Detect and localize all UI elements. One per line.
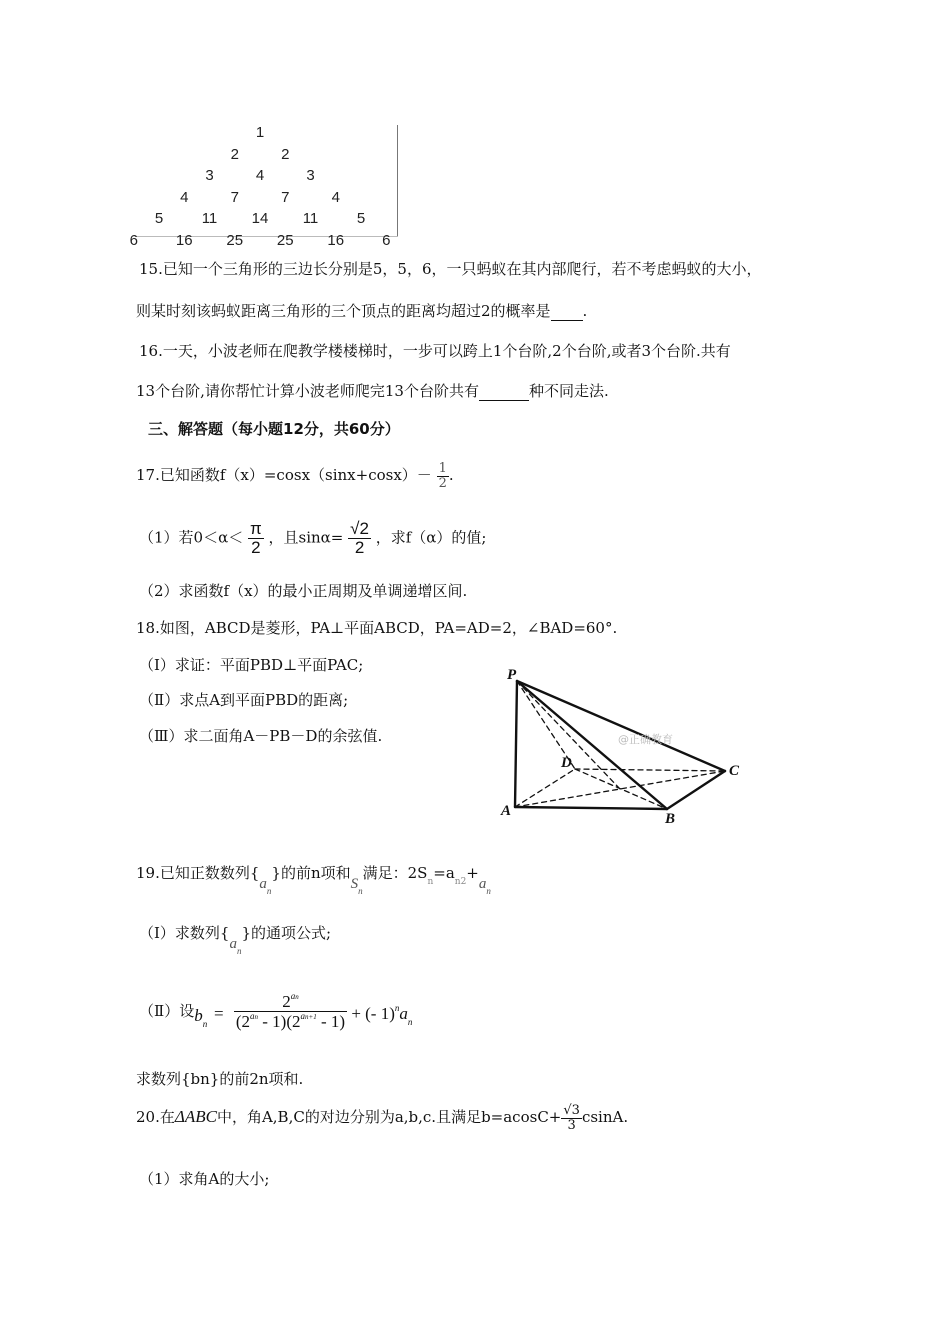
question-15-line1: 15.已知一个三角形的三边长分别是5，5，6，一只蚂蚁在其内部爬行，若不考虑蚂蚁的大小， xyxy=(139,260,762,278)
question-16-line2 xyxy=(136,380,609,401)
question-18-part3: （Ⅲ）求二面角A－PB－D的余弦值. xyxy=(139,727,383,745)
q19-sn-sub: n xyxy=(358,886,363,896)
q19-den-exp1-a: a xyxy=(250,1010,255,1021)
triangle-number: 11 xyxy=(201,210,218,227)
q19-p1-an-sub: n xyxy=(236,946,242,956)
q17-stem-end: . xyxy=(448,466,454,485)
question-16-line1: 16.一天，小波老师在爬教学楼楼梯时，一步可以跨上1个台阶,2个台阶,或者3个台阶.共有 xyxy=(139,342,731,360)
q19-bn-fraction xyxy=(234,992,347,1031)
label-b: B xyxy=(665,811,676,825)
q19-frac-den xyxy=(234,1012,347,1031)
q19-an-sub: n xyxy=(266,886,272,896)
triangle-number: 6 xyxy=(382,231,391,249)
q19-an xyxy=(259,876,272,896)
answer-blank-15 xyxy=(551,302,583,321)
triangle-number: 16 xyxy=(175,231,193,249)
q19-tail-an: a xyxy=(399,1004,408,1024)
question-20-part1: （1）求角A的大小; xyxy=(139,1170,270,1188)
q19-stem-a: 19.已知正数数列{ xyxy=(136,864,260,882)
triangle-number: 2 xyxy=(281,145,290,163)
question-16-end: 种不同走法. xyxy=(528,382,609,400)
q20-stem-a: 20.在 xyxy=(136,1108,175,1127)
label-p: P xyxy=(507,667,517,683)
q19-den-exp2 xyxy=(301,1011,317,1021)
q20-sqrt3: √3 xyxy=(563,1103,580,1118)
q19-sq: 2 xyxy=(460,877,467,887)
q17-pi-over-2 xyxy=(248,520,264,557)
diag-bd xyxy=(575,769,667,809)
label-a: A xyxy=(501,803,512,819)
triangle-number: 7 xyxy=(230,188,239,206)
edge-pc xyxy=(517,681,725,771)
q17-pi-den: 2 xyxy=(251,537,261,557)
triangle-number: 6 xyxy=(129,231,138,249)
q19-sub-n: n xyxy=(427,877,434,887)
q20-triangle: ΔABC xyxy=(174,1107,217,1127)
q17-p1-c: ，求f（α）的值; xyxy=(375,528,487,547)
q19-den-b: - 1)(2 xyxy=(258,1011,301,1031)
q19-sn-letter: S xyxy=(350,876,359,892)
q19-an2-letter: a xyxy=(478,876,487,892)
question-20-stem xyxy=(136,1104,628,1132)
q20-three: 3 xyxy=(567,1117,576,1133)
triangle-number: 16 xyxy=(327,231,345,249)
q19-p1-an-letter: a xyxy=(229,936,237,952)
question-19-part1 xyxy=(139,922,332,956)
q19-bn xyxy=(194,1006,208,1029)
triangle-number: 4 xyxy=(180,188,189,206)
question-18-stem: 18.如图，ABCD是菱形，PA⊥平面ABCD，PA=AD=2，∠BAD=60°. xyxy=(136,619,618,637)
triangle-number: 3 xyxy=(306,167,315,184)
q19-p2-a: （Ⅱ）设 xyxy=(139,1002,195,1020)
q19-den-exp1-n: n xyxy=(254,1012,259,1021)
q17-sqrt2-den: 2 xyxy=(354,537,365,557)
q17-sqrt2: √2 xyxy=(350,519,369,538)
q17-p1-b: ，且sinα= xyxy=(268,528,344,547)
triangle-number: 7 xyxy=(281,188,290,206)
q19-den-exp2-n: n+1 xyxy=(305,1012,317,1021)
q19-bn-sub: n xyxy=(202,1019,208,1029)
q19-den-exp1 xyxy=(250,1011,258,1021)
edge-pa xyxy=(515,681,517,807)
q19-den-c: - 1) xyxy=(316,1011,346,1031)
triangle-number: 3 xyxy=(205,167,214,184)
triangle-number: 14 xyxy=(251,210,269,227)
question-19-part2-end: 求数列{bn}的前2n项和. xyxy=(136,1070,304,1088)
q19-plus: + xyxy=(466,864,479,882)
question-17-part2: （2）求函数f（x）的最小正周期及单调递增区间. xyxy=(139,582,468,600)
q19-den-exp2-a: a xyxy=(300,1010,305,1021)
triangle-number: 4 xyxy=(255,167,265,184)
label-d: D xyxy=(561,755,572,771)
q17-pi: π xyxy=(250,519,262,538)
q19-frac-num-exp-n: n xyxy=(295,993,299,1001)
triangle-number: 2 xyxy=(230,145,239,163)
triangle-number: 4 xyxy=(331,188,340,206)
edge-bc xyxy=(667,771,725,809)
question-15-line2 xyxy=(136,300,587,321)
q17-frac-num: 1 xyxy=(438,461,447,476)
question-19-part2 xyxy=(139,1000,208,1029)
triangle-number: 11 xyxy=(302,210,319,227)
q19-frac-num-exp xyxy=(291,991,299,1001)
watermark: @正确教育 xyxy=(618,733,673,746)
q19-tail-exp: n xyxy=(394,1003,400,1014)
q17-sqrt2-over-2 xyxy=(348,520,371,557)
q17-stem-text: 17.已知函数f（x）=cosx（sinx+cosx）－ xyxy=(136,466,432,485)
section-3-title: 三、解答题（每小题12分，共60分） xyxy=(148,420,400,438)
q19-tail-text: + (- 1) xyxy=(351,1004,395,1024)
triangle-number: 5 xyxy=(356,210,366,227)
q19-sub-n2: n xyxy=(454,877,461,887)
pyramid-figure xyxy=(495,665,745,825)
q19-bn-letter: b xyxy=(194,1006,203,1025)
question-19-stem xyxy=(136,862,491,896)
question-15-end: . xyxy=(582,302,588,320)
question-15-line2-text: 则某时刻该蚂蚁距离三角形的三个顶点的距离均超过2的概率是 xyxy=(136,302,551,320)
edge-dc xyxy=(575,769,725,771)
q19-frac-num-exp-a: a xyxy=(290,991,296,1001)
q19-p1-a: （Ⅰ）求数列{ xyxy=(139,924,230,942)
question-17-part1 xyxy=(139,520,486,557)
q19-stem-b: }的前n项和 xyxy=(271,864,351,882)
q19-bn-formula xyxy=(214,992,412,1031)
question-17-stem xyxy=(136,462,454,490)
q20-stem-b: 中，角A,B,C的对边分别为a,b,c.且满足b=acosC+ xyxy=(216,1108,562,1127)
q19-frac-num xyxy=(234,992,347,1012)
q19-an-letter: a xyxy=(259,876,267,892)
label-c: C xyxy=(729,763,740,779)
answer-blank-16 xyxy=(479,382,529,401)
q19-stem-d: =a xyxy=(433,864,455,882)
q19-eq: = xyxy=(214,1004,224,1024)
q20-sqrt3-over-3 xyxy=(561,1104,582,1132)
q19-sn xyxy=(350,876,363,896)
triangle-number: 25 xyxy=(226,231,244,249)
question-18-part2: （Ⅱ）求点A到平面PBD的距离; xyxy=(139,691,349,709)
q19-an2 xyxy=(478,876,491,896)
q17-frac-den: 2 xyxy=(438,475,447,491)
triangle-right-border xyxy=(397,125,398,237)
q19-tail-an-sub: n xyxy=(407,1017,413,1028)
triangle-number: 5 xyxy=(154,210,164,227)
triangle-number: 1 xyxy=(255,124,265,141)
q19-frac-num-2: 2 xyxy=(282,992,291,1011)
q19-p1-b: }的通项公式; xyxy=(241,924,332,942)
q17-p1-a: （1）若0＜α＜ xyxy=(139,528,244,547)
q17-fraction xyxy=(437,462,449,490)
q19-den-a: (2 xyxy=(235,1011,251,1031)
q19-tail xyxy=(351,1003,413,1028)
q19-p1-an xyxy=(229,936,242,956)
question-16-line2-text: 13个台阶,请你帮忙计算小波老师爬完13个台阶共有 xyxy=(136,382,479,400)
q20-stem-c: csinA. xyxy=(581,1108,629,1127)
question-18-part1: （Ⅰ）求证：平面PBD⊥平面PAC; xyxy=(139,656,364,674)
q19-an2-sub: n xyxy=(486,886,491,896)
triangle-number: 25 xyxy=(276,231,294,249)
q19-stem-c: 满足：2S xyxy=(362,864,428,882)
edge-ab xyxy=(515,807,667,809)
